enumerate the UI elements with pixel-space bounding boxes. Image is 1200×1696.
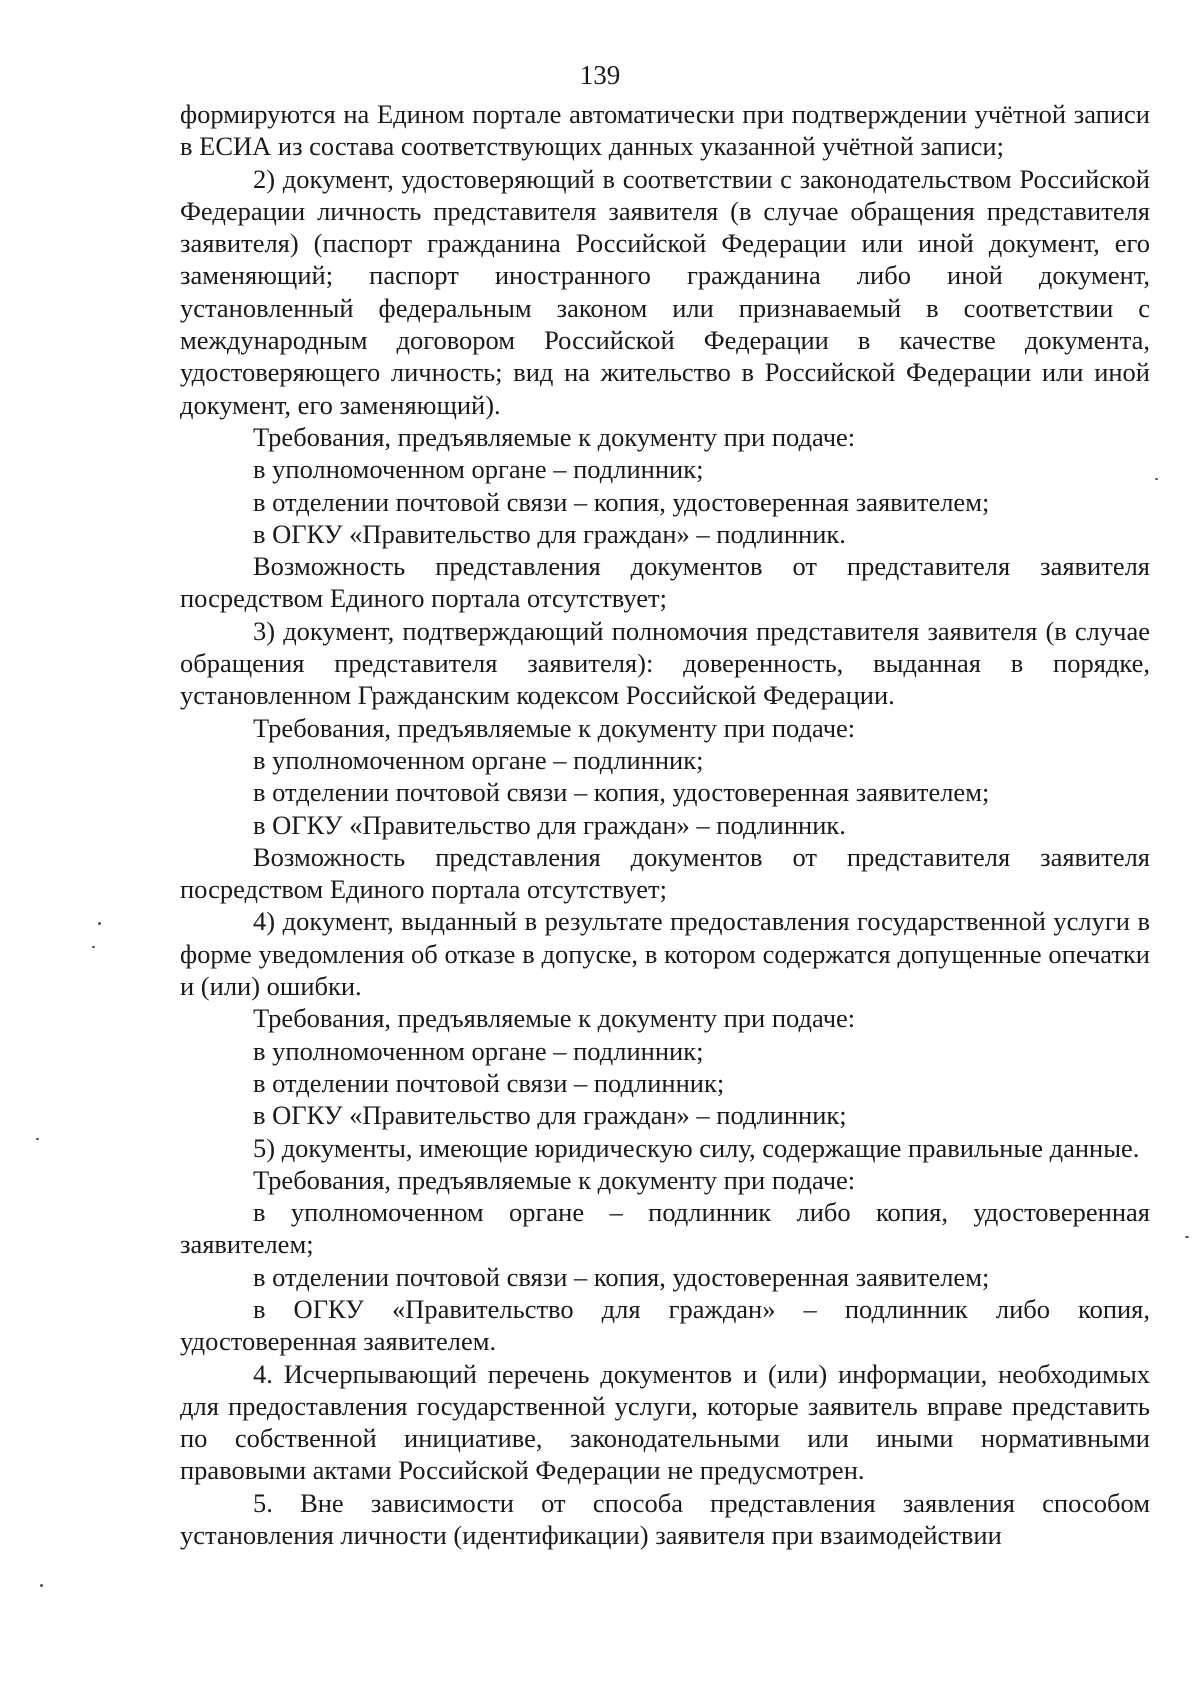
paragraph: Требования, предъявляемые к документу при подаче:	[253, 1164, 856, 1195]
scan-speck	[92, 946, 95, 948]
page-number: 139	[579, 60, 621, 90]
paragraph: в ОГКУ «Правительство для граждан» – подлинник.	[253, 518, 846, 549]
paragraph: 2) документ, удостоверяющий в соответствии с законодательством Российской Федерации личность представителя заявителя (в случае обращения представителя заявителя) (паспорт гражданина Российской Федерации или иной документ, его заменяющий; паспорт иностранного гражданина либо иной документ, установленный федеральным законом или признаваемый в соответствии с международным договором Российской Федерации в качестве документа, удостоверяющего личность; вид на жительство в Российской Федерации или иной документ, его заменяющий).	[180, 163, 1150, 420]
paragraph: в ОГКУ «Правительство для граждан» – подлинник;	[253, 1100, 847, 1131]
paragraph: Требования, предъявляемые к документу при подаче:	[253, 712, 856, 743]
paragraph: 3) документ, подтверждающий полномочия представителя заявителя (в случае обращения представителя заявителя): доверенность, выданная в порядке, установленном Гражданским кодексом Российской Федерации.	[180, 615, 1150, 711]
paragraph: формируются на Едином портале автоматически при подтверждении учётной записи в ЕСИА из состава соответствующих данных указанной учётной записи;	[180, 99, 1150, 162]
paragraph: Требования, предъявляемые к документу при подаче:	[253, 421, 856, 452]
scan-speck	[1155, 478, 1158, 480]
paragraph: в отделении почтовой связи – копия, удостоверенная заявителем;	[253, 1261, 990, 1292]
paragraph: в уполномоченном органе – подлинник;	[253, 1035, 704, 1066]
paragraph: в отделении почтовой связи – подлинник;	[253, 1067, 725, 1098]
scan-speck	[1185, 1236, 1189, 1238]
paragraph: в ОГКУ «Правительство для граждан» – подлинник.	[253, 809, 846, 840]
paragraph: Возможность представления документов от представителя заявителя посредством Единого портала отсутствует;	[180, 841, 1150, 905]
document-body	[180, 98, 1150, 1551]
paragraph: 5) документы, имеющие юридическую силу, содержащие правильные данные.	[253, 1132, 1140, 1163]
paragraph: 4. Исчерпывающий перечень документов и (или) информации, необходимых для предоставления государственной услуги, которые заявитель вправе представить по собственной инициативе, законодательными или иными нормативными правовыми актами Российской Федерации не предусмотрен.	[180, 1358, 1150, 1486]
paragraph: Возможность представления документов от представителя заявителя посредством Единого портала отсутствует;	[180, 551, 1150, 614]
scan-speck	[98, 922, 101, 925]
paragraph: в ОГКУ «Правительство для граждан» – подлинник либо копия, удостоверенная заявителем.	[180, 1293, 1150, 1357]
scan-speck	[36, 1138, 39, 1140]
paragraph: Требования, предъявляемые к документу при подаче:	[253, 1003, 856, 1034]
paragraph: 5. Вне зависимости от способа представления заявления способом установления личности (идентификации) заявителя при взаимодействии	[180, 1487, 1150, 1551]
scan-speck	[40, 1584, 43, 1587]
paragraph: 4) документ, выданный в результате предоставления государственной услуги в форме уведомления об отказе в допуске, в котором содержатся допущенные опечатки и (или) ошибки.	[180, 906, 1150, 1002]
paragraph: в уполномоченном органе – подлинник либо копия, удостоверенная заявителем;	[180, 1197, 1150, 1260]
paragraph: в уполномоченном органе – подлинник;	[253, 744, 704, 775]
paragraph: в отделении почтовой связи – копия, удостоверенная заявителем;	[253, 777, 990, 808]
paragraph: в отделении почтовой связи – копия, удостоверенная заявителем;	[253, 486, 990, 517]
paragraph: в уполномоченном органе – подлинник;	[253, 454, 704, 485]
